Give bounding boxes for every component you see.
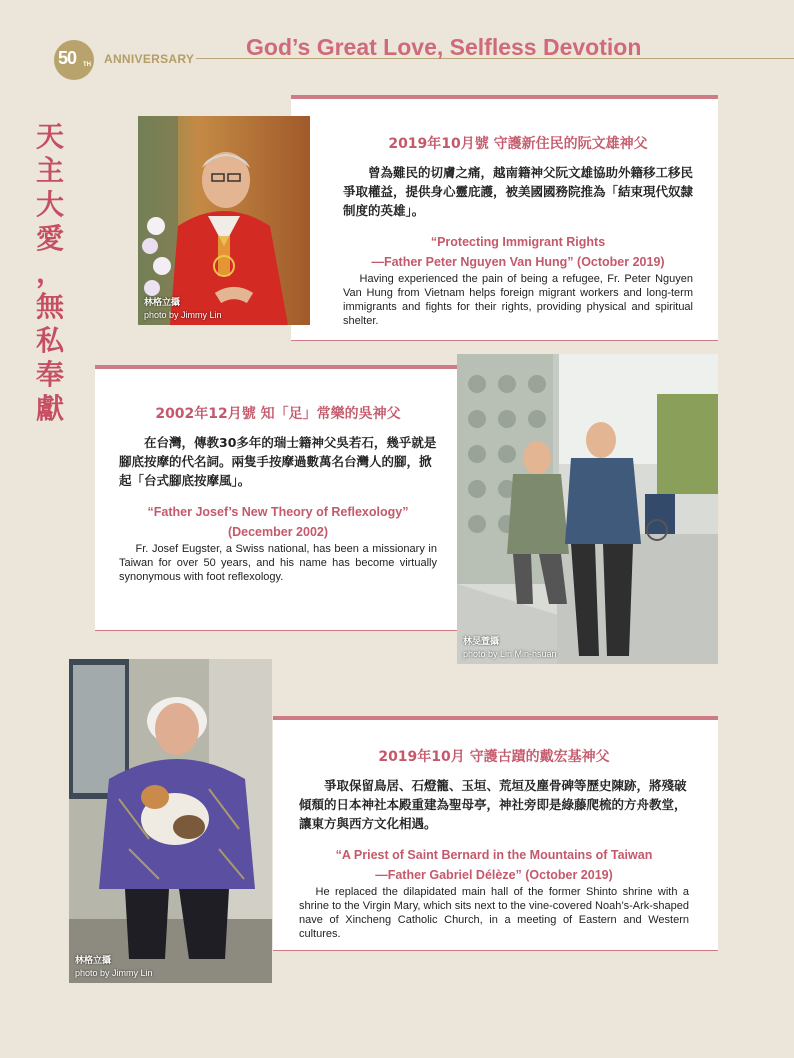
- article-en-text: Fr. Josef Eugster, a Swiss national, has been a missionary in Taiwan for over 50 years, and his name has become virtually synonymous with foot reflexology.: [119, 543, 437, 583]
- photo-credit-zh: 林旻萱攝: [463, 637, 500, 647]
- priest-with-cat-illustration: [69, 659, 272, 983]
- vertical-char: 天: [35, 120, 64, 153]
- anniversary-badge: [54, 40, 94, 80]
- article-en-title-line1: “Father Josef’s New Theory of Reflexology”: [147, 505, 409, 519]
- article-en-title-line2: —Father Peter Nguyen Van Hung” (October 2019): [371, 255, 665, 269]
- photo-fr-hung: [138, 116, 310, 325]
- vertical-char: 主: [35, 154, 64, 187]
- article-zh-title: 2019年10月 守護古蹟的戴宏基神父: [378, 749, 610, 765]
- vertical-char: 獻: [35, 392, 64, 425]
- corridor-walk-illustration: [457, 354, 718, 664]
- photo-credit: [75, 955, 153, 979]
- article-zh-text: 在台灣，傳教30多年的瑞士籍神父吳若石，幾乎就是腳底按摩的代名詞。兩隻手按摩過數萬名台灣人的腳，掀起「台式腳底按摩風」。: [119, 435, 437, 488]
- photo-credit: [144, 297, 222, 321]
- anniversary-label: ANNIVERSARY: [104, 52, 195, 66]
- article-zh-text: 曾為難民的切膚之痛，越南籍神父阮文雄協助外籍移工移民爭取權益，提供身心靈庇護，被美國國務院推為「結束現代奴隸制度的英雄」。: [343, 165, 694, 218]
- photo-fr-deleze: [69, 659, 272, 983]
- article-card-eugster: [95, 365, 457, 631]
- photo-credit-en: photo by Jimmy Lin: [144, 310, 222, 320]
- vertical-char: 私: [35, 324, 64, 357]
- photo-credit-zh: 林格立攝: [144, 298, 181, 308]
- vertical-char: ，: [35, 256, 64, 289]
- article-en-title-line1: “Protecting Immigrant Rights: [430, 235, 606, 249]
- vertical-char: 大: [35, 188, 64, 221]
- page-title: God’s Great Love, Selfless Devotion: [246, 34, 642, 60]
- badge-number: 50: [58, 48, 77, 68]
- article-en-text: He replaced the dilapidated main hall of the former Shinto shrine with a shrine to the Virgin Mary, which sits next to the vine-covered Noah’s-Ark-shaped nave of Xincheng Catholic Church, in a meeting of Eastern and Western cultures.: [299, 886, 689, 940]
- photo-fr-eugster: [457, 354, 718, 664]
- photo-credit-en: photo by Jimmy Lin: [75, 968, 153, 978]
- article-en-text: Having experienced the pain of being a refugee, Fr. Peter Nguyen Van Hung from Vietnam helps foreign migrant workers and long-term immigrants and fights for their rights, providing physical and spiritual shelter.: [343, 273, 693, 327]
- article-zh-title: 2019年10月號 守護新住民的阮文雄神父: [388, 136, 648, 152]
- article-zh-title: 2002年12月號 知「足」常樂的吳神父: [155, 406, 401, 422]
- vertical-char: 愛: [35, 222, 64, 255]
- photo-credit-en: photo by Lin Min-hsuan: [463, 649, 557, 659]
- article-card-hung: [291, 95, 718, 341]
- vertical-char: 無: [35, 290, 64, 323]
- photo-credit: [463, 636, 557, 660]
- priest-portrait-illustration: [138, 116, 310, 325]
- badge-suffix: TH: [83, 62, 91, 68]
- vertical-char: 奉: [35, 358, 64, 391]
- article-zh-text: 爭取保留鳥居、石燈籠、玉垣、荒垣及塵骨碑等歷史陳跡，將殘破傾頹的日本神社本殿重建為聖母亭，神社旁即是綠藤爬梳的方舟教堂，讓東方與西方文化相遇。: [299, 778, 687, 831]
- vertical-title: [30, 120, 70, 426]
- article-en-title-line2: (December 2002): [227, 525, 329, 539]
- article-card-deleze: [273, 716, 718, 951]
- article-en-title-line1: “A Priest of Saint Bernard in the Mountains of Taiwan: [335, 848, 653, 862]
- photo-credit-zh: 林格立攝: [75, 956, 112, 966]
- article-en-title-line2: —Father Gabriel Délèze” (October 2019): [375, 868, 613, 882]
